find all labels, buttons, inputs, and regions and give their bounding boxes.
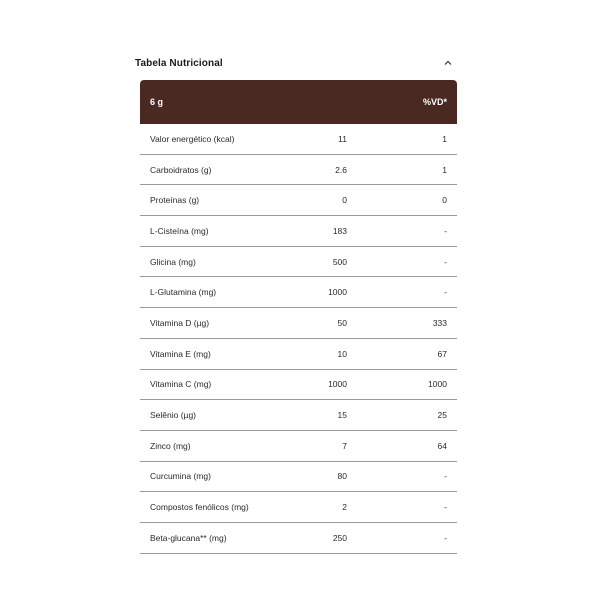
nutrient-amount: 250 [332,532,347,543]
nutrient-vd: - [444,287,447,298]
nutrient-name: Vitamina C (mg) [150,379,212,390]
nutrient-vd: - [444,502,447,513]
nutrient-vd: - [444,532,447,543]
nutrient-amount: 2.6 [335,164,347,175]
table-row [140,155,457,186]
table-row [140,431,457,462]
nutrient-name: Valor energético (kcal) [150,133,235,144]
nutrient-vd: 0 [442,195,447,206]
nutrient-name: Curcumina (mg) [150,471,211,482]
nutrient-name: Beta-glucana** (mg) [150,532,227,543]
table-row [140,124,457,155]
nutrient-vd: 25 [437,410,447,421]
nutrient-name: Vitamina D (µg) [150,317,210,328]
table-row [140,247,457,278]
nutrient-name: Vitamina E (mg) [150,348,211,359]
nutrient-vd: 1000 [428,379,447,390]
table-row [140,523,457,554]
table-row [140,462,457,493]
nutrient-vd: - [444,225,447,236]
nutrition-panel [135,52,457,554]
table-body [140,124,457,554]
nutrient-vd: - [444,256,447,267]
table-header [140,80,457,124]
nutrient-amount: 80 [337,471,347,482]
table-row [140,216,457,247]
nutrient-vd: - [444,471,447,482]
nutrient-name: L-Cisteína (mg) [150,225,209,236]
nutrient-name: Carboidratos (g) [150,164,212,175]
nutrient-name: Compostos fenólicos (mg) [150,502,249,513]
nutrition-panel-header[interactable] [135,52,457,74]
nutrient-amount: 500 [332,256,347,267]
header-vd: %VD* [422,97,447,107]
table-row [140,400,457,431]
table-row [140,339,457,370]
nutrient-name: L-Glutamina (mg) [150,287,217,298]
panel-title: Tabela Nutricional [135,57,223,69]
nutrient-amount: 2 [342,502,347,513]
nutrient-vd: 333 [432,317,447,328]
nutrient-amount: 50 [337,317,347,328]
nutrient-amount: 183 [332,225,347,236]
header-portion: 6 g [150,97,164,107]
table-row [140,492,457,523]
nutrient-amount: 10 [337,348,347,359]
nutrient-amount: 1000 [328,287,347,298]
nutrient-amount: 7 [342,440,347,451]
table-row [140,277,457,308]
nutrition-table [140,80,457,554]
nutrient-name: Selênio (µg) [150,410,197,421]
nutrient-amount: 11 [338,133,347,144]
nutrient-vd: 1 [442,164,447,175]
nutrient-name: Zinco (mg) [150,440,191,451]
nutrient-amount: 15 [337,410,347,421]
table-row [140,370,457,401]
nutrient-name: Proteínas (g) [150,195,200,206]
nutrient-amount: 1000 [328,379,347,390]
nutrient-name: Glicina (mg) [150,256,196,267]
chevron-up-icon[interactable] [443,58,453,68]
table-row [140,185,457,216]
nutrient-amount: 0 [342,195,347,206]
nutrient-vd: 67 [437,348,447,359]
nutrient-vd: 64 [437,440,447,451]
table-row [140,308,457,339]
nutrient-vd: 1 [442,133,447,144]
